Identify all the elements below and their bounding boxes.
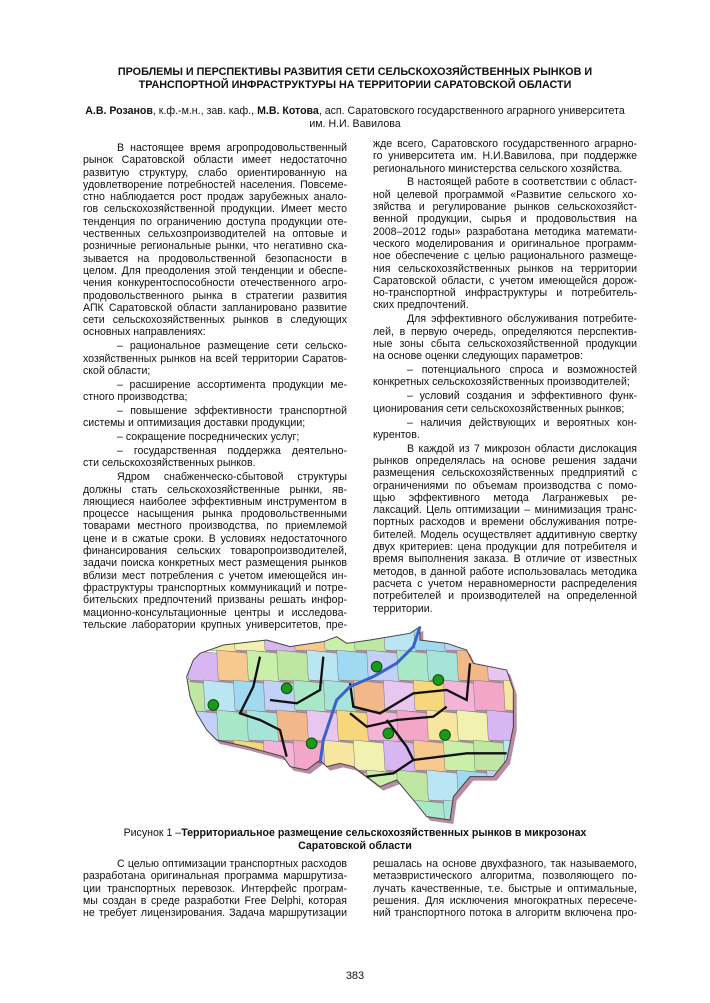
text-line: не требует лицензирования. Задача маршрутизации [83, 907, 347, 920]
text-line: мационно-консультационные центры и исследова- [83, 606, 347, 619]
text-line: процессе насыщения рынка продовольственными [83, 508, 347, 521]
paragraph [83, 142, 347, 339]
list-item [83, 340, 347, 377]
text-line: сети сельскохозяйственных рынков в следующих [83, 314, 347, 327]
text-line: время выполнения заказа. В отличие от известных [373, 553, 637, 566]
text-line: ляющиеся наиболее эффективным инструментом в [83, 495, 347, 508]
text-line: венной продукции, сырья и продовольствия на [373, 213, 637, 226]
text-line: ное обеспечение с целью рационального размеще- [373, 250, 637, 263]
text-line: зяйства и регулирование рынков сельскохозяйст- [373, 201, 637, 214]
figure-caption [60, 827, 650, 852]
district-region [217, 770, 250, 802]
text-line: цене и в сжатые сроки. В условиях недостаточного [83, 532, 347, 545]
district-region [337, 770, 370, 802]
district-region [517, 650, 525, 682]
text-line: системы и оптимизация доставки продукции; [83, 417, 306, 430]
district-region [353, 740, 386, 772]
text-line: 2008–2012 годы» разработана методика математи- [373, 225, 637, 238]
district-region [233, 620, 266, 652]
text-line: рынок Саратовской области имеет недостаточно [83, 154, 347, 167]
text-line: решения. Для исключения многократных пересече- [373, 894, 637, 907]
district-region [457, 770, 490, 802]
list-item [373, 390, 637, 415]
text-line: ния сельскохозяйственных рынков на территории [373, 262, 637, 275]
market-marker [433, 675, 444, 686]
district-region [233, 800, 266, 825]
title-line: ПРОБЛЕМЫ И ПЕРСПЕКТИВЫ РАЗВИТИЯ СЕТИ СЕЛЬСКОХОЗЯЙСТВЕННЫХ РЫНКОВ И [117, 66, 593, 78]
text-line: двух критериев: цена продукции для потребителя и [373, 541, 637, 554]
text-line: задачи поиска конкретных мест размещения рынков [83, 557, 347, 570]
district-region [487, 650, 520, 682]
paragraph [373, 443, 637, 615]
district-region [217, 650, 250, 682]
text-line: В настоящее время агропродовольственный [117, 142, 347, 154]
district-region [397, 710, 430, 742]
district-region [263, 800, 296, 825]
district-region [383, 680, 416, 712]
text-line: – расширение ассортимента продукции ме- [117, 378, 347, 391]
district-region [203, 800, 236, 825]
affiliation: им. Н.И. Вавилова [309, 117, 401, 130]
article-title [60, 66, 650, 92]
text-line: финансирования сельских товаропроизводителей, [83, 545, 347, 558]
district-region [517, 770, 525, 802]
text-line: зывается на продовольственной безопасности в [83, 252, 347, 265]
text-line: территории. [373, 602, 433, 615]
district-region [427, 650, 460, 682]
district-region [180, 620, 207, 652]
text-line: основных направлениях: [83, 326, 206, 339]
text-line: на основе оценки следующих параметров: [373, 350, 583, 363]
district-region [247, 710, 280, 742]
text-line: стно наблюдается рост продаж зарубежных анало- [83, 191, 347, 204]
text-line: рынков определялась на основе решения задачи [373, 454, 637, 467]
text-line: жде всего, Саратовского государственного аграрно- [373, 138, 637, 150]
district-region [457, 710, 490, 742]
text-line: го университета им. Н.И.Вавилова, при поддержке [373, 150, 637, 163]
district-region [187, 710, 220, 742]
district-region [247, 770, 280, 802]
text-line: должны стать сельскохозяйственные рынки, яв- [83, 483, 347, 496]
text-line: – государственная поддержка деятельно- [117, 445, 347, 458]
text-line: ний транспортного потока в алгоритм включена про- [373, 907, 637, 920]
authors [60, 105, 650, 130]
text-line: регионального министерства сельского хозяйства. [373, 162, 623, 175]
district-region [180, 800, 207, 825]
text-line: размещения сельскохозяйственных предприятий с [373, 467, 637, 480]
text-line: АПК Саратовской области запланировано развитие [83, 301, 347, 314]
district-region [443, 620, 476, 652]
text-line: потребителей и производителей на определенной [373, 590, 637, 603]
district-region [180, 740, 207, 772]
text-line: хозяйственных рынков на всей территории Саратов- [83, 352, 347, 365]
text-line: – повышение эффективности транспортной [117, 405, 347, 418]
author-name: А.В. Розанов [85, 105, 153, 117]
text-line: продовольственного рынка в стратегии развития [83, 289, 347, 302]
page-number: 383 [345, 970, 365, 982]
text-line: ционирования сети сельскохозяйственных рынков; [373, 402, 625, 415]
text-line: ческого моделирования и оригинальное программ- [373, 237, 637, 250]
district-region [337, 650, 370, 682]
text-line: лучать качественные, т.е. быстрые и оптимальные, [373, 882, 637, 895]
text-line: лей, в первую очередь, определяются перспектив- [373, 325, 637, 338]
text-line: решалась на основе двухфазного, так называемого, [373, 858, 637, 870]
paragraph [373, 176, 637, 311]
text-line: ные зоны сбыта сельскохозяйственной продукции [373, 337, 637, 350]
text-line: ских предпочтений. [373, 299, 469, 312]
text-line: лаксаций. Цель оптимизации – минимизация транс- [373, 504, 637, 517]
district-region [307, 770, 340, 802]
district-region [503, 800, 525, 825]
market-marker [371, 661, 382, 672]
paragraph [83, 471, 347, 631]
text-line: С целью оптимизации транспортных расходов [117, 858, 347, 870]
list-item [373, 364, 637, 389]
district-region [473, 800, 506, 825]
text-line: мы создан в среде разработки Free Delphi, которая [83, 894, 347, 907]
text-line: расчета с учетом неравномерности распределения [373, 577, 637, 590]
district-region [487, 770, 520, 802]
text-line: курентов. [373, 428, 420, 441]
text-line: фраструктуры транспортных коммуникаций и потре- [83, 581, 347, 594]
district-region [187, 650, 220, 682]
caption-title: Саратовской области [298, 839, 412, 852]
district-region [353, 800, 386, 825]
district-region [187, 770, 220, 802]
district-region [503, 620, 525, 652]
district-region [473, 680, 506, 712]
text-line: ской области; [83, 364, 151, 377]
district-region [323, 800, 356, 825]
text-line: – рациональное размещение сети сельско- [117, 340, 347, 353]
district-region [473, 620, 506, 652]
text-line: Саратовской области, с учетом имеющейся дорож- [373, 274, 637, 287]
district-region [353, 620, 386, 652]
text-line: стного производства; [83, 391, 188, 404]
list-item [83, 445, 347, 470]
text-line: разработана оригинальная программа маршрутиза- [83, 870, 347, 883]
text-line: – наличия действующих и вероятных кон- [407, 416, 637, 429]
text-line: сти сельскохозяйственных рынков. [83, 457, 256, 470]
market-marker [208, 700, 219, 711]
market-marker [440, 730, 451, 741]
text-line: тенденция по ограничению доступа продукции оте- [83, 215, 347, 228]
text-line: вблизи мест потребления с учетом имеющейся ин- [83, 569, 347, 582]
text-line: методов, в данной работе использовалась методика [373, 565, 637, 578]
district-region [397, 650, 430, 682]
district-region [293, 620, 326, 652]
text-line: – сокращение посреднических услуг; [117, 431, 300, 444]
text-line: бителей. Модель осуществляет аддитивную свертку [373, 528, 637, 541]
district-region [293, 800, 326, 825]
paragraph [373, 138, 637, 175]
text-line: Ядром снабженческо-сбытовой структуры [117, 471, 347, 484]
text-line: конкретных сельскохозяйственных производителей; [373, 376, 630, 389]
market-marker [383, 728, 394, 739]
bottom-right-column [373, 858, 637, 919]
text-line: товарами местного производства, по приемлемой [83, 520, 347, 533]
paragraph [373, 313, 637, 362]
text-line: целом. Для преодоления этой тенденции и обеспе- [83, 264, 347, 277]
district-region [247, 650, 280, 682]
list-item [373, 417, 637, 442]
text-line: щью эффективного метода Лагранжевых ре- [373, 491, 637, 504]
text-line: портных расходов и времени обслуживания потре- [373, 516, 637, 529]
district-region [517, 710, 525, 742]
text-line: бительских предпочтений призваны решать инфор- [83, 594, 347, 607]
figure-map [180, 620, 525, 825]
text-line: Для эффективного обслуживания потребите- [407, 313, 637, 326]
district-region [277, 770, 310, 802]
paragraph [83, 858, 347, 919]
list-item [83, 379, 347, 404]
text-line: – условий создания и эффективного функ- [407, 390, 637, 403]
district-region [277, 650, 310, 682]
caption-prefix: Рисунок 1 – [123, 827, 182, 839]
title-line: ТРАНСПОРТНОЙ ИНФРАСТРУКТУРЫ НА ТЕРРИТОРИИ САРАТОВСКОЙ ОБЛАСТИ [138, 79, 572, 91]
text-line: ной целевой программой «Развитие сельского хо- [373, 188, 637, 201]
author-name: М.В. Котова [257, 105, 319, 117]
text-line: ограничениями по объемам производства с помо- [373, 479, 637, 492]
district-region [263, 680, 296, 712]
saratov-region-map [180, 620, 525, 825]
district-region [203, 620, 236, 652]
market-marker [306, 738, 317, 749]
text-line: чественных сельхозпроизводителей на оптовые и [83, 228, 347, 241]
list-item [83, 405, 347, 430]
text-line: ции транспортных перевозок. Интерфейс програм- [83, 882, 347, 895]
left-column [83, 142, 347, 631]
text-line: гов сельскохозяйственной продукции. Имеет место [83, 203, 347, 216]
district-region [180, 680, 207, 712]
text-line: тельские лаборатории крупных университетов, пре- [83, 618, 347, 631]
caption-title: Территориальное размещение сельскохозяйственных рынков в микрозонах [181, 827, 587, 839]
text-line: чения конкурентоспособности отечественного агро- [83, 277, 347, 290]
text-line: розничные региональные рынки, что негативно ска- [83, 240, 347, 253]
text-line: удовлетворение потребностей населения. Повсеме- [83, 178, 347, 191]
district-region [323, 620, 356, 652]
text-line: метаэвристического алгоритма, позволяющего по- [373, 870, 637, 883]
bottom-left-column [83, 858, 347, 919]
text-line: В настоящей работе в соответствии с област- [407, 176, 637, 189]
text-line: В каждой из 7 микрозон области дислокация [407, 442, 637, 455]
list-item [83, 431, 347, 443]
author-info: , асп. Саратовского государственного аграрного университета [318, 105, 625, 117]
text-line: – потенциального спроса и возможностей [407, 364, 637, 377]
paragraph [373, 858, 637, 919]
text-line: развитую структуру, слабо ориентированную на [83, 166, 347, 179]
map-regions [180, 620, 525, 825]
right-column [373, 138, 637, 615]
district-region [383, 800, 416, 825]
author-info: , к.ф.-м.н., зав. каф., [152, 105, 258, 117]
market-marker [281, 683, 292, 694]
text-line: но-транспортной инфраструктуры и потребитель- [373, 287, 637, 300]
